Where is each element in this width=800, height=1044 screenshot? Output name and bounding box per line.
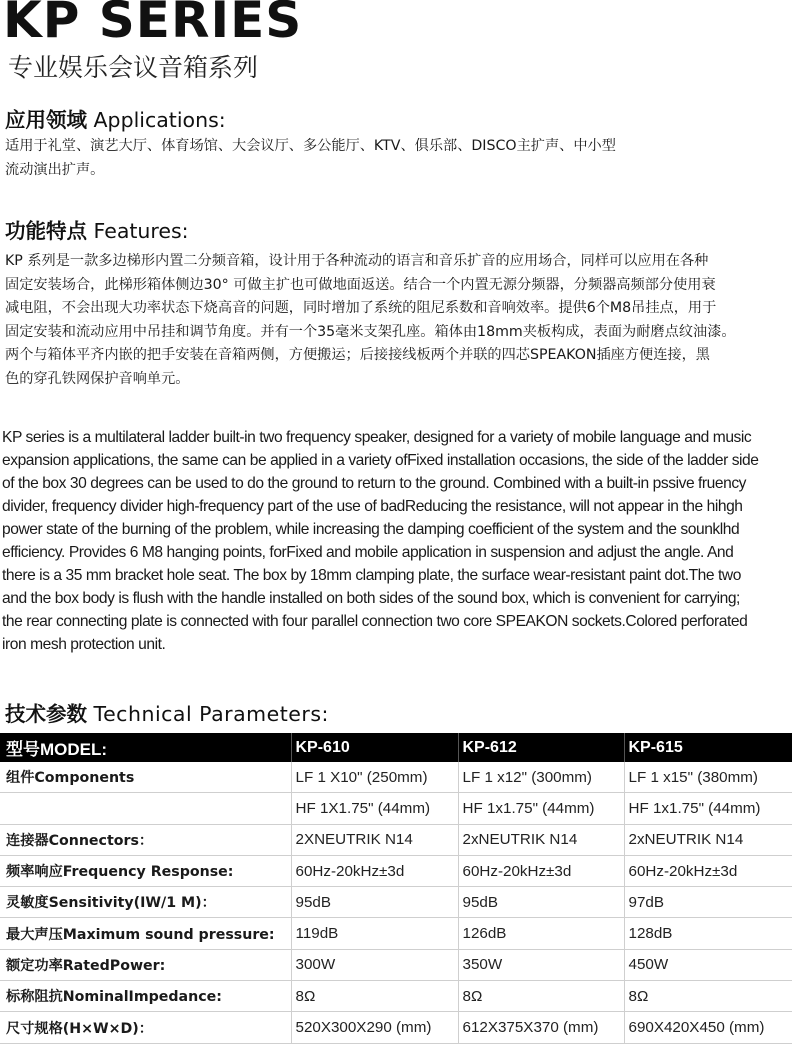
applications-line: 适用于礼堂、演艺大厅、体育场馆、大会议厅、多公能厅、KTV、俱乐部、DISCO主扩声、中小型 [5,138,616,154]
cell-value: HF 1x1.75" (44mm) [458,793,624,824]
model-name: KP-610 [291,733,458,762]
row-label: 额定功率RatedPower: [0,949,291,980]
features-en-text [2,426,800,656]
features-cn-line: 固定安装场合，此梯形箱体侧边30° 可做主扩也可做地面返送。结合一个内置无源分频器，分频器高频部分使用衰 [5,276,716,293]
cell-value: 2xNEUTRIK N14 [458,824,624,855]
cell-value: 8Ω [291,981,458,1012]
table-row [0,981,792,1012]
features-en-line: iron mesh protection unit. [2,636,166,653]
cell-value: 97dB [624,887,792,918]
features-cn-line: 两个与箱体平齐内嵌的把手安装在音箱两侧，方便搬运；后接接线板两个并联的四芯SPEAKON插座方便连接，黑 [5,347,710,363]
row-label: 尺寸规格(H×W×D)： [0,1012,291,1043]
cell-value: 350W [458,949,624,980]
table-row [0,855,792,886]
features-en-line: divider, frequency divider high-frequency part of the use of badReducing the resistance, will not appear in the hihgh [2,498,743,515]
features-cn-text [5,250,736,391]
features-en-line: efficiency. Provides 6 M8 hanging points, forFixed and mobile application in suspension and adjust the angle. And [2,544,734,561]
table-row [0,887,792,918]
features-en-line: expansion applications, the same can be applied in a variety ofFixed installation occasions, the side of the ladder side [2,452,759,469]
table-row [0,793,792,824]
features-cn-line: 减电阻，不会出现大功率状态下烧高音的问题，同时增加了系统的阻尼系数和音响效率。提供6个M8吊挂点，用于 [5,300,717,316]
technical-heading-cn: 技术参数 [5,702,87,726]
cell-value: LF 1 X10" (250mm) [291,762,458,793]
table-header-row [0,733,792,762]
applications-heading [5,103,226,133]
cell-value: HF 1x1.75" (44mm) [624,793,792,824]
cell-value: 128dB [624,918,792,949]
row-label: 组件Components [0,762,291,793]
features-en-line: the rear connecting plate is connected with four parallel connection two core SPEAKON sockets.Colored perforated [2,613,748,630]
cell-value: 520X300X290 (mm) [291,1012,458,1043]
cell-value: 126dB [458,918,624,949]
model-name: KP-615 [624,733,792,762]
row-label: 最大声压Maximum sound pressure: [0,918,291,949]
cell-value: 60Hz-20kHz±3d [291,855,458,886]
row-label: 频率响应Frequency Response: [0,855,291,886]
cell-value: 95dB [291,887,458,918]
cell-value: 2XNEUTRIK N14 [291,824,458,855]
applications-heading-en: Applications: [93,108,226,132]
table-row [0,762,792,793]
cell-value: 95dB [458,887,624,918]
technical-heading-en: Technical Parameters: [93,702,329,726]
row-label: 连接器Connectors： [0,824,291,855]
features-en-line: and the box body is flush with the handle installed on both sides of the sound box, which is convenient for carrying; [2,590,740,607]
cell-value: 8Ω [458,981,624,1012]
model-label: 型号MODEL: [0,733,291,762]
features-cn-line: 色的穿孔铁网保护音响单元。 [5,370,190,387]
cell-value: 119dB [291,918,458,949]
row-label: 灵敏度Sensitivity(IW/1 M)： [0,887,291,918]
table-row [0,824,792,855]
features-heading-en: Features: [93,219,189,243]
applications-heading-cn: 应用领域 [5,108,87,132]
parameters-table [0,733,792,1044]
cell-value: 60Hz-20kHz±3d [624,855,792,886]
cell-value: HF 1X1.75" (44mm) [291,793,458,824]
features-en-line: power state of the burning of the problem, while increasing the damping coefficient of the system and the sounklhd [2,521,740,538]
cell-value: LF 1 x12" (300mm) [458,762,624,793]
cell-value: 300W [291,949,458,980]
cell-value: 60Hz-20kHz±3d [458,855,624,886]
row-label: 标称阻抗NominalImpedance: [0,981,291,1012]
features-cn-line: 固定安装和流动应用中吊挂和调节角度。并有一个35毫米支架孔座。箱体由18mm夹板构成，表面为耐磨点纹油漆。 [5,323,736,340]
features-en-line: KP series is a multilateral ladder built-in two frequency speaker, designed for a variety of mobile language and music [2,429,752,446]
applications-line: 流动演出扩声。 [5,161,105,178]
cell-value: 8Ω [624,981,792,1012]
applications-text [5,135,616,182]
table-row [0,918,792,949]
table-row [0,1012,792,1043]
cell-value: 2xNEUTRIK N14 [624,824,792,855]
row-label [0,793,291,824]
page-title: KP SERIES [3,0,303,49]
table-row [0,949,792,980]
features-en-line: there is a 35 mm bracket hole seat. The box by 18mm clamping plate, the surface wear-resistant paint dot.The two [2,567,741,584]
features-en-line: of the box 30 degrees can be used to do the ground to return to the ground. Combined with a built-in pssive fruency [2,475,747,492]
cell-value: 450W [624,949,792,980]
features-cn-line: KP 系列是一款多边梯形内置二分频音箱，设计用于各种流动的语言和音乐扩音的应用场合，同样可以应用在各种 [5,253,709,269]
technical-heading [5,697,329,727]
features-heading-cn: 功能特点 [5,219,87,243]
cell-value: LF 1 x15" (380mm) [624,762,792,793]
model-name: KP-612 [458,733,624,762]
cell-value: 690X420X450 (mm) [624,1012,792,1043]
features-heading [5,214,189,244]
page-subtitle: 专业娱乐会议音箱系列 [8,53,259,82]
cell-value: 612X375X370 (mm) [458,1012,624,1043]
